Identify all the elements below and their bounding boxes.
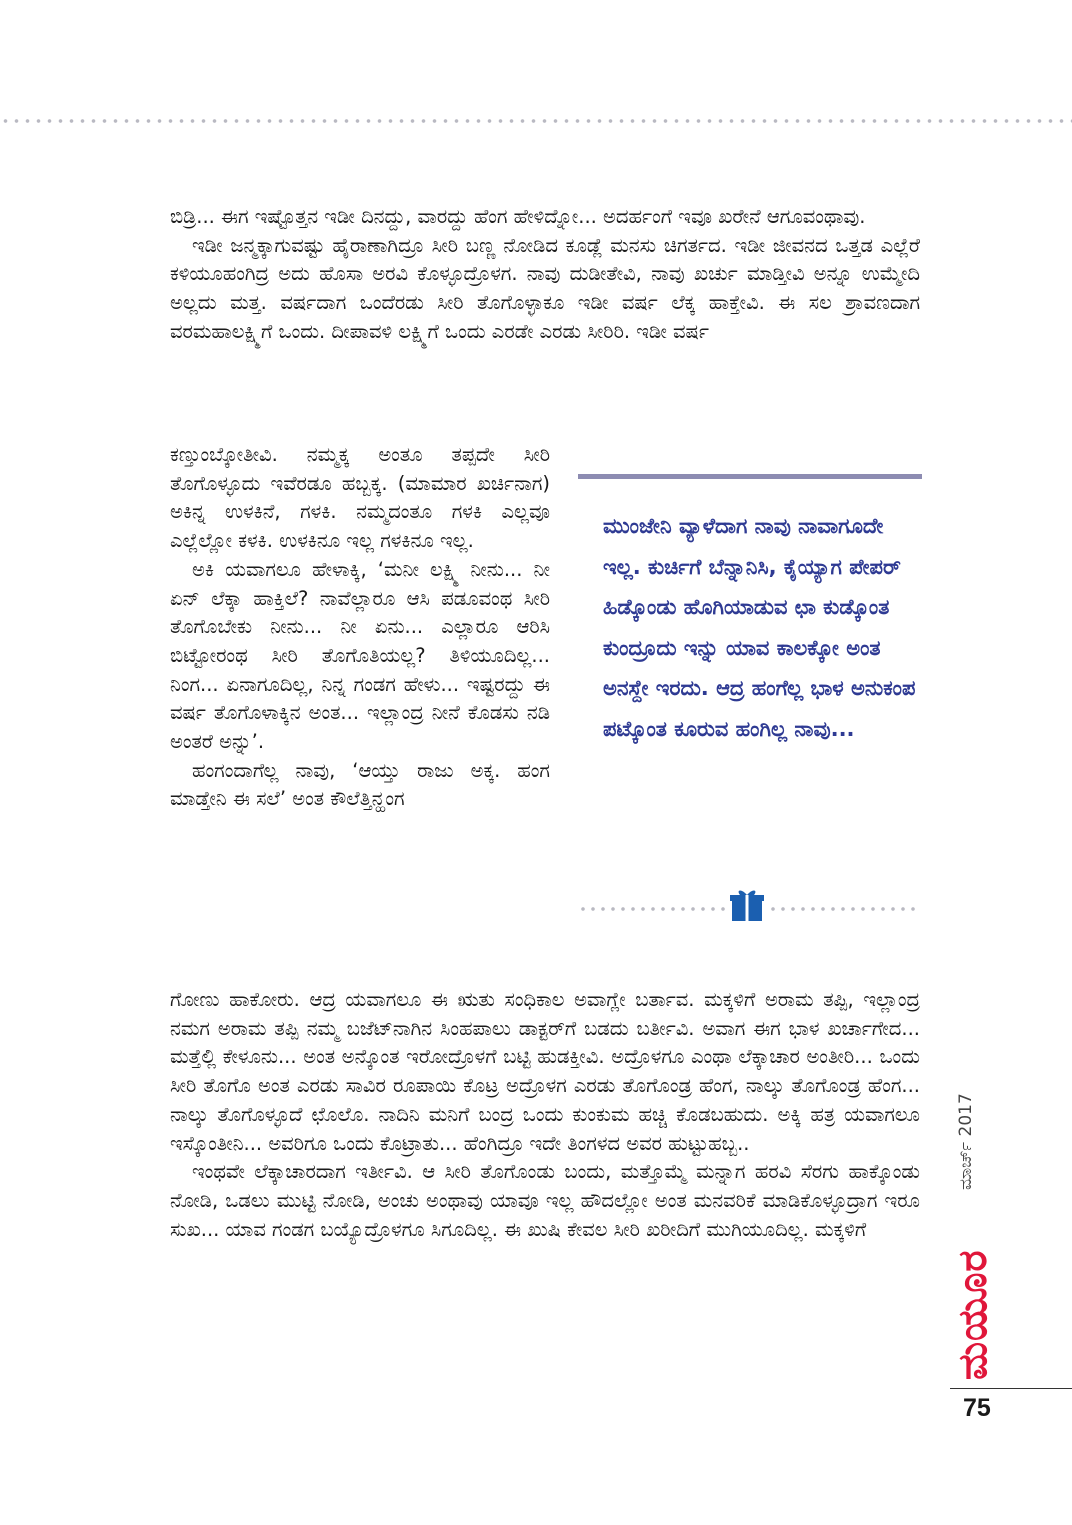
paragraph: ಹಂಗಂದಾಗೆಲ್ಲ ನಾವು, ‘ಆಯ್ತು ರಾಜು ಅಕ್ಕ. ಹಂಗ ಮಾಡ್ತೇನಿ ಈ ಸಲೆ’ ಅಂತ ಕೌಲೆತ್ತಿನ್ಹಂಗ xyxy=(170,758,550,811)
paragraph: ಇಂಥವೇ ಲೆಕ್ಕಾಚಾರದಾಗ ಇರ್ತೀವಿ. ಆ ಸೀರಿ ತೊಗೊಂಡು ಬಂದು, ಮತ್ತೊಮ್ಮೆ ಮನ್ನಾಗ ಹರವಿ ಸೆರಗು ಹಾಕ್ಕೊಂಡು ನೋಡಿ, ಒಡಲು ಮುಟ್ಟಿ ನೋಡಿ, ಅಂಚು ಅಂಥಾವು ಯಾವೂ ಇಲ್ಲ ಹೌದಲ್ಲೋ ಅಂತ ಮನವರಿಕೆ ಮಾಡಿಕೊಳ್ಳೂದ್ರಾಗ ಇರೂ ಸುಖ... ಯಾವ ಗಂಡಗ ಬಯ್ಯೊದ್ರೊಳಗೂ ಸಿಗೂದಿಲ್ಲ. ಈ ಖುಷಿ ಕೇವಲ ಸೀರಿ ಖರೀದಿಗೆ ಮುಗಿಯೂದಿಲ್ಲ. ಮಕ್ಕಳಿಗೆ xyxy=(170,1160,920,1241)
issue-date: ಮಾರ್ಚ್ 2017 xyxy=(956,1093,976,1190)
paragraph: ಬಿಡ್ರಿ... ಈಗ ಇಷ್ಟೊತ್ತನ ಇಡೀ ದಿನದ್ದು, ವಾರದ್ದು ಹೆಂಗ ಹೇಳಿದ್ನೋ... ಅದರ್ಹಂಗೆ ಇವೂ ಖರೇನೆ ಆಗೂವಂಥಾವು. xyxy=(170,205,866,228)
article-text-bottom xyxy=(170,986,920,1244)
paragraph: ಇಡೀ ಜನ್ಮಕ್ಕಾಗುವಷ್ಟು ಹೈರಾಣಾಗಿದ್ರೂ ಸೀರಿ ಬಣ್ಣ ನೋಡಿದ ಕೂಡ್ಲೆ ಮನಸು ಚಿಗರ್ತದ. ಇಡೀ ಜೀವನದ ಒತ್ತಡ ಎಲ್ಲೆರೆ ಕಳಿಯೂಹಂಗಿದ್ರ ಅದು ಹೊಸಾ ಅರವಿ ಕೊಳ್ಳೂದ್ರೊಳಗ. ನಾವು ದುಡೀತೇವಿ, ನಾವು ಖರ್ಚು ಮಾಡ್ತೀವಿ ಅನ್ನೂ ಉಮ್ಮೇದಿ ಅಲ್ಲದು ಮತ್ತ. ವರ್ಷದಾಗ ಒಂದೆರಡು ಸೀರಿ ತೊಗೊಳ್ಳಾಕೂ ಇಡೀ ವರ್ಷ ಲೆಕ್ಕ ಹಾಕ್ತೇವಿ. ಈ ಸಲ ಶ್ರಾವಣದಾಗ ವರಮಹಾಲಕ್ಷ್ಮಿಗೆ ಒಂದು. ದೀಪಾವಳಿ ಲಕ್ಷ್ಮಿಗೆ ಒಂದು ಎರಡೇ ಎರಡು ಸೀರಿರಿ. ಇಡೀ ವರ್ಷ xyxy=(170,233,920,343)
gift-icon xyxy=(728,888,766,922)
paragraph: ಕಣ್ತುಂಬ್ಕೋತೀವಿ. ನಮ್ಮಕ್ಕ ಅಂತೂ ತಪ್ಪದೇ ಸೀರಿ ತೊಗೊಳ್ಳೂದು ಇವೆರಡೂ ಹಬ್ಬಕ್ಕ. (ಮಾಮಾರ ಖರ್ಚಿನಾಗ) ಅಕಿನ್ನ ಉಳಕಿನೆ, ಗಳಕಿ. ನಮ್ಮದಂತೂ ಗಳಕಿ ಎಲ್ಲವೂ ಎಲ್ಲೆಲ್ಲೋ ಕಳಕಿ. ಉಳಕಿನೂ ಇಲ್ಲ ಗಳಕಿನೂ ಇಲ್ಲ. xyxy=(170,443,550,553)
page-number-rule xyxy=(950,1388,1072,1389)
pull-quote-top-rule xyxy=(578,474,922,479)
article-text-top xyxy=(170,203,920,347)
pull-quote: ಮುಂಜೇನಿ ವ್ಯಾಳೆದಾಗ ನಾವು ನಾವಾಗೂದೇ ಇಲ್ಲ. ಕುರ್ಚಿಗೆ ಬೆನ್ನಾನಿಸಿ, ಕೈಯ್ಯಾಗ ಪೇಪರ್ ಹಿಡ್ಕೊಂಡು ಹೊಗಿಯಾಡುವ ಛಾ ಕುಡ್ಕೊಂತ ಕುಂದ್ರೂದು ಇನ್ನು ಯಾವ ಕಾಲಕ್ಕೋ ಅಂತ ಅನಸ್ದೇ ಇರದು. ಆದ್ರ ಹಂಗೆಲ್ಲ ಭಾಳ ಅನುಕಂಪ ಪಟ್ಕೊಂತ ಕೂರುವ ಹಂಗಿಲ್ಲ ನಾವು... xyxy=(603,514,916,741)
magazine-logo: ಮಯೂರ xyxy=(950,1249,996,1380)
magazine-sidebar xyxy=(948,1060,1000,1380)
paragraph: ಗೋಣು ಹಾಕೋರು. ಆದ್ರ ಯವಾಗಲೂ ಈ ಋತು ಸಂಧಿಕಾಲ ಅವಾಗ್ಲೇ ಬರ್ತಾವ. ಮಕ್ಕಳಿಗೆ ಅರಾಮ ತಪ್ಪಿ, ಇಲ್ಲಾಂದ್ರ ನಮಗ ಅರಾಮ ತಪ್ಪಿ ನಮ್ಮ ಬಜೆಟ್‌ನಾಗಿನ ಸಿಂಹಪಾಲು ಡಾಕ್ಟರ್‌ಗೆ ಬಡದು ಬರ್ತೀವಿ. ಅವಾಗ ಈಗ ಭಾಳ ಖರ್ಚಾಗೇದ... ಮತ್ತೆಲ್ಲಿ ಕೇಳೂನು... ಅಂತ ಅನ್ಕೊಂತ ಇರೋದ್ರೊಳಗೆ ಬಟ್ಟಿ ಹುಡಕ್ತೀವಿ. ಅದ್ರೊಳಗೂ ಎಂಥಾ ಲೆಕ್ಕಾಚಾರ ಅಂತೀರಿ... ಒಂದು ಸೀರಿ ತೊಗೊ ಅಂತ ಎರಡು ಸಾವಿರ ರೂಪಾಯಿ ಕೊಟ್ರ ಅದ್ರೊಳಗ ಎರಡು ತೊಗೊಂಡ್ರ ಹೆಂಗ, ನಾಲ್ಕು ತೊಗೊಂಡ್ರ ಹೆಂಗ... ನಾಲ್ಕು ತೊಗೊಳ್ಳೂದೆ ಛೊಲೊ. ನಾದಿನಿ ಮನಿಗೆ ಬಂದ್ರ ಒಂದು ಕುಂಕುಮ ಹಚ್ಚಿ ಕೊಡಬಹುದು. ಅಕ್ಕಿ ಹತ್ರ ಯವಾಗಲೂ ಇಸ್ಕೊಂತೀನಿ... ಅವರಿಗೂ ಒಂದು ಕೊಟ್ರಾತು... ಹೆಂಗಿದ್ರೂ ಇದೇ ತಿಂಗಳದ ಅವರ ಹುಟ್ಟುಹಬ್ಬ.. xyxy=(170,988,920,1155)
article-text-left-column xyxy=(170,441,550,814)
top-dotted-divider xyxy=(0,118,1072,124)
paragraph: ಅಕಿ ಯವಾಗಲೂ ಹೇಳಾಕ್ಕಿ, ‘ಮನೀ ಲಕ್ಷ್ಮಿ ನೀನು... ನೀ ಏನ್ ಲೆಕ್ಕಾ ಹಾಕ್ತಿಲೆ? ನಾವೆಲ್ಲಾರೂ ಆಸಿ ಪಡೂವಂಥ ಸೀರಿ ತೊಗೊಬೇಕು ನೀನು... ನೀ ಏನು... ಎಲ್ಲಾರೂ ಆರಿಸಿ ಬಿಟ್ಟೋರಂಥ ಸೀರಿ ತೊಗೊತಿಯಲ್ಲ? ತಿಳಿಯೂದಿಲ್ಲ... ನಿಂಗ... ಏನಾಗೂದಿಲ್ಲ, ನಿನ್ನ ಗಂಡಗ ಹೇಳು... ಇಷ್ಟರದ್ದು ಈ ವರ್ಷ ತೊಗೊಳಾಕ್ಕಿನ ಅಂತ... ಇಲ್ಲಾಂದ್ರ ನೀನೆ ಕೊಡಸು ನಡಿ ಅಂತರೆ ಅನ್ನು’. xyxy=(170,557,550,754)
page-number: 75 xyxy=(963,1394,991,1422)
